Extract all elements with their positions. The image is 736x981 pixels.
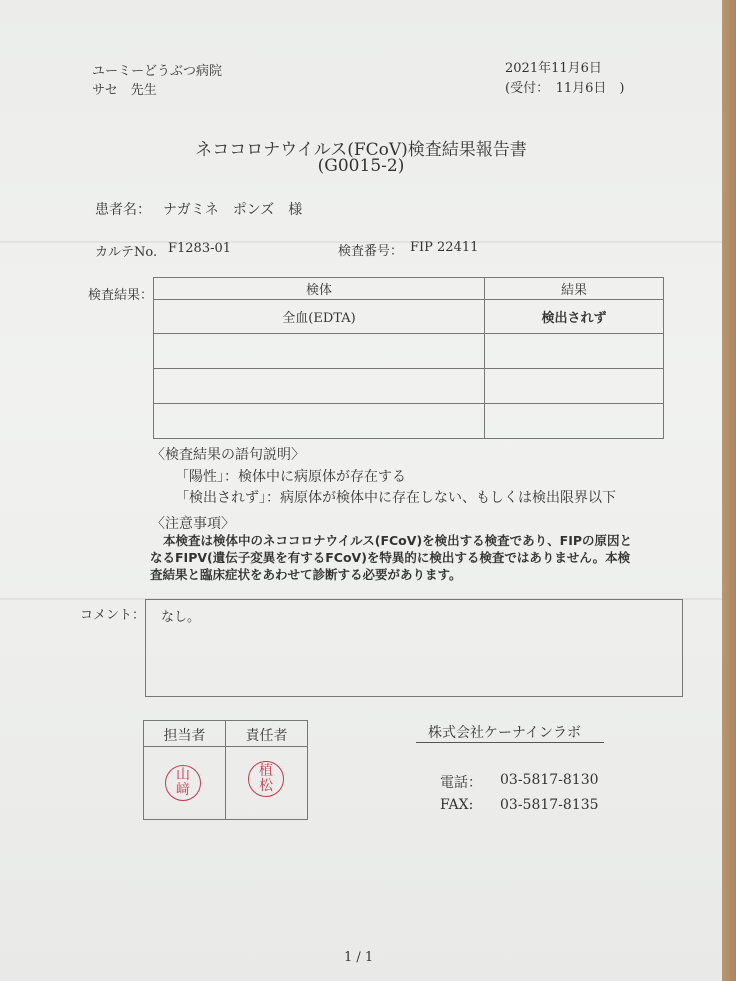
supervisor-seal: 植松 bbox=[248, 761, 284, 797]
tel-label: 電話： bbox=[440, 775, 482, 791]
table-row bbox=[154, 334, 664, 369]
doctor-name: サセ 先生 bbox=[92, 83, 157, 98]
specimen-cell bbox=[154, 404, 485, 439]
results-label: 検査結果： bbox=[88, 288, 154, 303]
page-number: 1 / 1 bbox=[344, 950, 374, 965]
test-label: 検査番号： bbox=[338, 244, 404, 259]
comment-label: コメント： bbox=[80, 608, 146, 623]
results-table bbox=[153, 277, 664, 439]
staff-label: 担当者 bbox=[163, 728, 206, 744]
report-code: (G0015-2) bbox=[317, 156, 405, 176]
fax-label: FAX: bbox=[440, 797, 474, 813]
signature-box bbox=[143, 720, 308, 820]
glossary-heading: 〈検査結果の語句説明〉 bbox=[151, 447, 305, 463]
staff-seal: 山﨑 bbox=[165, 765, 201, 801]
result-cell bbox=[485, 334, 664, 369]
tel-number: 03-5817-8130 bbox=[500, 772, 599, 788]
table-row bbox=[154, 369, 664, 404]
notes-heading: 〈注意事項〉 bbox=[151, 516, 235, 532]
chart-label: カルテNo. bbox=[95, 245, 158, 260]
wood-background bbox=[722, 0, 736, 981]
test-number: FIP 22411 bbox=[410, 240, 479, 255]
table-header-row bbox=[154, 278, 664, 300]
patient-label: 患者名： bbox=[95, 202, 151, 218]
report-title: ネココロナウイルス(FCoV)検査結果報告書 bbox=[195, 140, 527, 160]
patient-name: ナガミネ ポンズ 様 bbox=[163, 202, 303, 218]
result-cell bbox=[485, 369, 664, 404]
fax-number: 03-5817-8135 bbox=[500, 797, 599, 813]
result-header: 結果 bbox=[485, 278, 664, 300]
notes-line-1: 本検査は検体中のネココロナウイルス(FCoV)を検出する検査であり、FIPの原因と bbox=[163, 533, 633, 548]
chart-number: F1283-01 bbox=[168, 241, 232, 256]
notes-line-2: なるFIPV(遺伝子変異を有するFCoV)を特異的に検出する検査ではありません。本検 bbox=[150, 550, 631, 565]
table-row bbox=[154, 404, 664, 439]
clinic-name: ユーミーどうぶつ病院 bbox=[92, 64, 223, 79]
glossary-positive: 「陽性」：検体中に病原体が存在する bbox=[175, 469, 406, 485]
glossary-not-detected: 「検出されず」：病原体が検体中に存在しない、もしくは検出限界以下 bbox=[175, 490, 616, 506]
supervisor-label: 責任者 bbox=[245, 728, 288, 744]
result-cell: 検出されず bbox=[485, 300, 664, 334]
lab-name: 株式会社ケーナインラボ bbox=[428, 725, 582, 741]
comment-box bbox=[145, 599, 683, 697]
lab-underline bbox=[416, 742, 604, 743]
report-date: 2021年11月6日 bbox=[505, 61, 602, 76]
comment-text: なし。 bbox=[161, 610, 201, 625]
specimen-header: 検体 bbox=[154, 278, 485, 300]
specimen-cell bbox=[154, 369, 485, 404]
specimen-cell bbox=[154, 334, 485, 369]
notes-line-3: 査結果と臨床症状をあわせて診断する必要があります。 bbox=[150, 567, 462, 582]
result-cell bbox=[485, 404, 664, 439]
received-date: (受付： 11月6日 ) bbox=[505, 81, 625, 96]
specimen-cell: 全血(EDTA) bbox=[154, 300, 485, 334]
table-row bbox=[154, 300, 664, 334]
